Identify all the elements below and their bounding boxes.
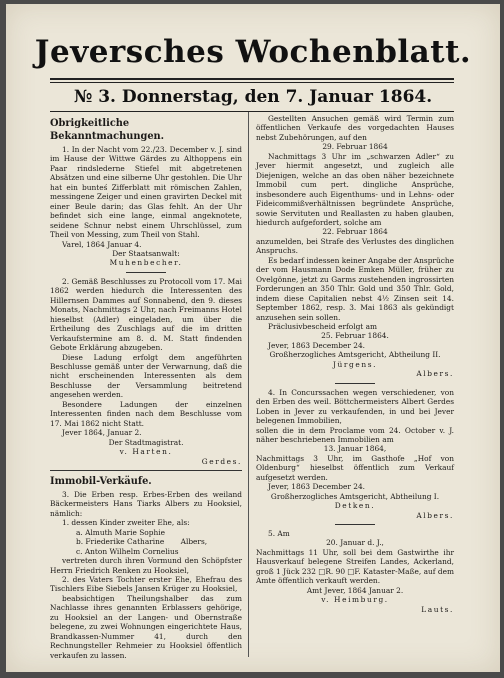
notice-2-signature-2: Gerdes. bbox=[201, 456, 242, 466]
notice-3-office: Großherzogliches Amtsgericht, Abtheilung II. bbox=[269, 350, 441, 360]
notice-1-signature: Muhenbecher. bbox=[109, 258, 183, 268]
notice-5-text: Nachmittags 11 Uhr, soll bei dem Gastwirthe ihr Hausverkauf belegene Streifen Landes, Ackerland, groß 1 Jück 232 □R. 90 □F. Kataster-Maße, auf dem Amte öffentlich verkauft werden. bbox=[256, 547, 454, 586]
notice-2-office: Der Stadtmagistrat. bbox=[108, 437, 184, 447]
notice-1-office: Der Staatsanwalt: bbox=[112, 248, 180, 258]
notice-2-warning: Diese Ladung erfolgt dem angeführten Beschlusse gemäß unter der Verwarnung, daß die nicht erscheinenden Interessenten als dem Beschlusse der Versammlung beitretend angesehen werden. bbox=[50, 352, 242, 400]
separator bbox=[335, 524, 375, 525]
heirs-line: 1. dessen Kinder zweiter Ehe, als: bbox=[62, 518, 190, 528]
notice-3-signature-2: Albers. bbox=[416, 369, 454, 379]
notice-4-date: 13. Januar 1864, bbox=[323, 444, 387, 454]
notice-1-text: 1. In der Nacht vom 22./23. December v. J. sind im Hause der Wittwe Gärdes zu Althoppens ein Paar rindslederne Stiefel mit abgetretenen Absätzen und eine silberne Uhr gestohlen. Die Uhr hat ein bunteś Zifferblatt mit römischen Zahlen, messingene Zeiger und einen gravirten Deckel mit einer Beule darin; das Glas fehlt. An der Uhr befindet sich eine lange, einmal angeknotete, seidene Schnur nebst einem Uhrschlüssel, zum Theil von Messing, zum Theil von Stahl. bbox=[50, 145, 242, 240]
notice-3-exception: Es bedarf indessen keiner Angabe der Ansprüche der vom Hausmann Dode Emken Müller, früher zu Ovelgönne, jetzt zu Garms zustehenden ingrossirten Forderungen an 350 Thlr. Gold und 350 Thlr. Gold, indem diese Capitalien nebst 4½ Zinsen seit 14. September 1862, resp. 3. Mai 1863 als gekündigt anzusehen sein sollen. bbox=[256, 255, 454, 322]
heirs-line: 2. des Vaters Tochter erster Ehe, Ehefrau des Tischlers Eibe Siebels Jansen Krüger zu Hooksiel, bbox=[50, 575, 242, 594]
section-heading-announcements: Obrigkeitliche Bekanntmachungen. bbox=[50, 118, 165, 142]
section-heading-real-estate: Immobil-Verkäufe. bbox=[50, 475, 152, 487]
notice-5-signature: v. Heimburg. bbox=[321, 595, 389, 605]
heirs-family-name: Albers, bbox=[180, 537, 208, 547]
notice-4-text: 4. In Concurssachen wegen verschiedener, von den Erben des weil. Böttchermeisters Albert Gerdes Loben in Jever zu verkaufenden, in und bei Jever belegenen Immobilien, bbox=[256, 387, 454, 426]
separator bbox=[126, 272, 166, 273]
notice-3-claims: Nachmittags 3 Uhr im „schwarzen Adler“ zu Jever hiermit angesetzt, und zugleich alle Diejenigen, welche an das oben näher bezeichnete Immobil cum pert. dingliche Ansprüche, insbesondere auch Eigenthums- und in Lehns- oder Fideicommißverhältnissen begründete Ansprüche, sowie Servituten und Reallasten zu haben glauben, hiedurch aufgefordert, solche am bbox=[256, 151, 454, 227]
column-divider bbox=[248, 112, 249, 657]
notice-3-signature: Jürgens. bbox=[332, 359, 378, 369]
notice-5-place: Amt Jever, 1864 Januar 2. bbox=[306, 585, 404, 595]
notice-5-signature-2: Lauts. bbox=[421, 604, 454, 614]
notice-5-heading: 5. Am bbox=[268, 529, 290, 539]
notice-2-date: Jever 1864, Januar 2. bbox=[62, 428, 142, 438]
newspaper-page bbox=[6, 4, 500, 672]
notice-4-office: Großherzogliches Amtsgericht, Abtheilung I. bbox=[270, 491, 440, 501]
heirs-line: vertreten durch ihren Vormund den Schöpfster Herrn Friedrich Renken zu Hooksiel, bbox=[50, 556, 242, 575]
separator bbox=[335, 383, 375, 384]
notice-3-preclusion: Präclusivbescheid erfolgt am bbox=[268, 321, 378, 331]
notice-2-signature: v. Harten. bbox=[119, 447, 173, 457]
masthead-rule-thin bbox=[50, 82, 454, 83]
right-column bbox=[256, 114, 454, 614]
notice-4-place: Jever, 1863 December 24. bbox=[268, 482, 366, 492]
notice-4-text-2: sollen die in dem Proclame vom 24. October v. J. näher beschriebenen Immobilien am bbox=[256, 425, 454, 444]
notice-3-continued: Gestellten Ansuchen gemäß wird Termin zum öffentlichen Verkaufe des vorgedachten Hauses nebst Zubehörungen, auf den bbox=[256, 114, 454, 142]
notice-1-date: Varel, 1864 Januar 4. bbox=[62, 239, 142, 249]
heirs-line: a. Almuth Marie Sophie bbox=[76, 527, 165, 537]
left-column bbox=[50, 114, 242, 660]
masthead-title: Jeversches Wochenblatt. bbox=[34, 34, 472, 70]
notice-5-date: 20. Januar d. J., bbox=[326, 538, 384, 548]
heirs-line: c. Anton Wilhelm Cornelius bbox=[76, 546, 179, 556]
notice-3-place: Jever, 1863 December 24. bbox=[268, 340, 366, 350]
heir-name: b. Friederike Catharine bbox=[76, 537, 165, 547]
notice-4-text-3: Nachmittags 3 Uhr, im Gasthofe „Hof von Oldenburg“ hieselbst öffentlich zum Verkauf aufgesetzt werden. bbox=[256, 453, 454, 482]
notice-3-penalty: anzumelden, bei Strafe des Verlustes des dinglichen Anspruchs. bbox=[256, 236, 454, 256]
notice-2-note: Besondere Ladungen der einzelnen Interessenten finden nach dem Beschlusse vom 17. Mai 1862 nicht Statt. bbox=[50, 399, 242, 428]
section-rule bbox=[50, 470, 242, 471]
masthead-rule-thick bbox=[50, 78, 454, 80]
notice-4-signature-2: Albers. bbox=[416, 510, 454, 520]
notice-3-body: beabsichtigen Theilungshalber das zum Nachlasse ihres genannten Erblassers gehörige, zu Hooksiel an der Langen- und Obernstraße belegene, zu zwei Wohnungen eingerichtete Haus, Brandkassen-Nummer 41, durch den Rechnungsteller Rehmeier zu Hooksiel öffentlich verkaufen zu lassen. bbox=[50, 593, 242, 660]
notice-3-claim-date: 22. Februar 1864 bbox=[322, 227, 388, 237]
notice-3-text: 3. Die Erben resp. Erbes-Erben des weiland Bäckermeisters Hans Tiarks Albers zu Hooksiel, nämlich: bbox=[50, 489, 242, 518]
notice-2-text: 2. Gemäß Beschlusses zu Protocoll vom 17. Mai 1862 werden hiedurch die Interessenten des Hillernsen Dammes auf Sonnabend, den 9. dieses Monats, Nachmittags 2 Uhr, nach Freimanns Hotel hieselbst (Adler) eingeladen, um über die Ertheilung des Zuschlags auf die im dritten Verkaufstermine am 8. d. M. Statt findenden Gebote Erklärung abzugeben. bbox=[50, 276, 242, 353]
notice-3-preclusion-date: 25. Februar 1864. bbox=[321, 331, 389, 341]
issue-dateline: № 3. Donnerstag, den 7. Januar 1864. bbox=[73, 87, 433, 107]
notice-3-sale-date: 29. Februar 1864 bbox=[322, 142, 388, 152]
notice-4-signature: Detken. bbox=[334, 501, 376, 511]
heirs-line bbox=[50, 537, 242, 546]
dateline-rule bbox=[50, 111, 454, 112]
